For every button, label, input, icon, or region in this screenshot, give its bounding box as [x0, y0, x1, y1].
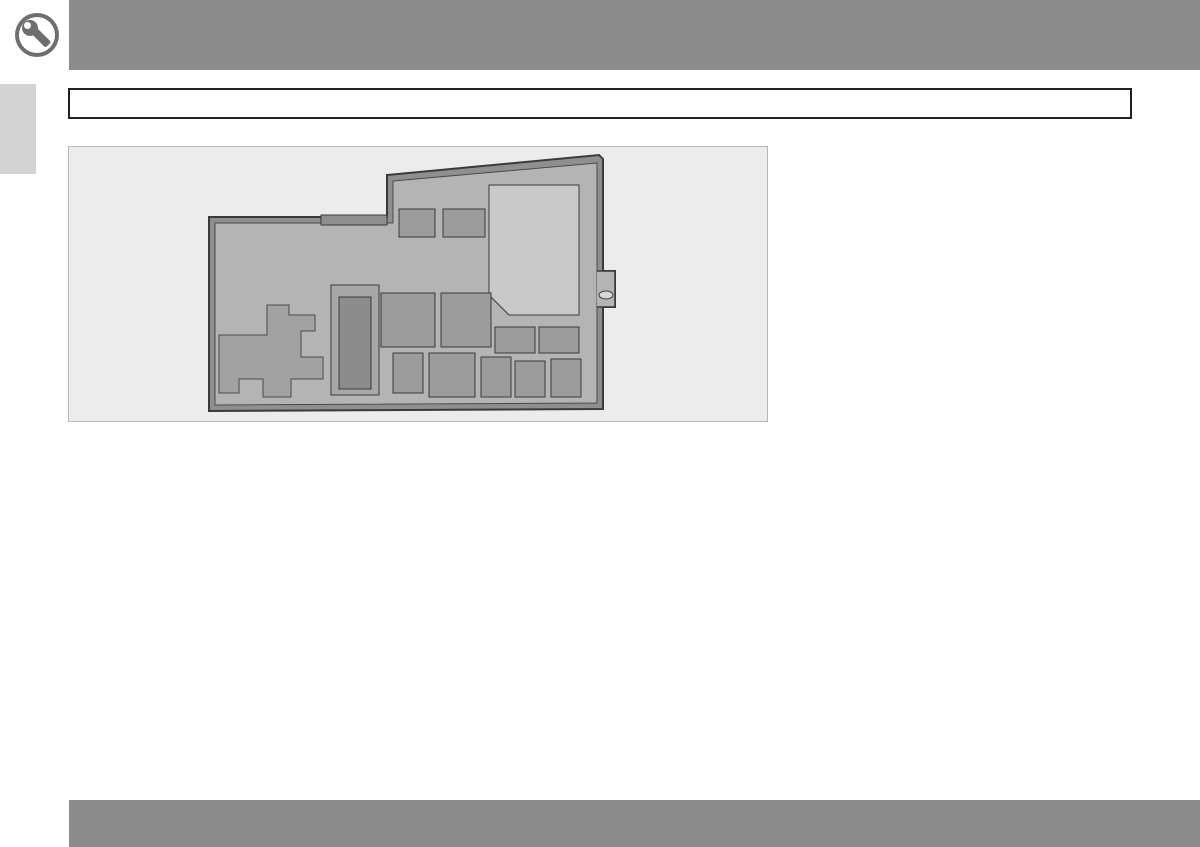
fuse-box-diagram — [69, 147, 767, 421]
header-bar — [69, 0, 1200, 70]
section-heading-box — [68, 88, 1132, 119]
page-header — [0, 0, 1200, 70]
fuse-box-figure — [68, 146, 768, 422]
wrench-icon — [14, 12, 60, 58]
chapter-side-tab — [0, 84, 36, 174]
footer-bar — [69, 800, 1200, 847]
footer-note — [83, 817, 85, 840]
